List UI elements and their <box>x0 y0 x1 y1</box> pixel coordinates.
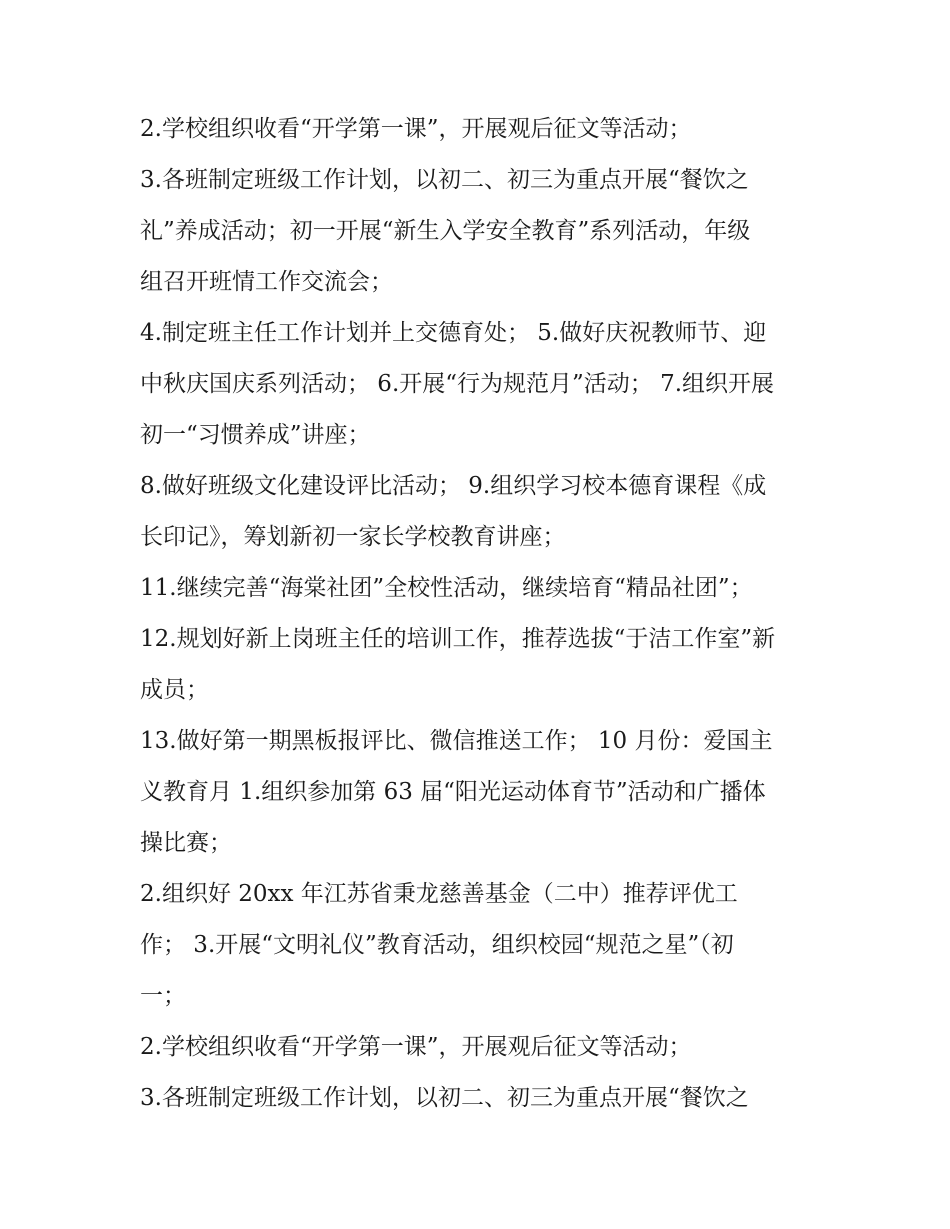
text-line: 11.继续完善“海棠社团”全校性活动，继续培育“精品社团”； <box>140 575 753 601</box>
text-line: 成员； <box>140 677 209 703</box>
text-line: 一； <box>140 983 186 1009</box>
text-line: 3.各班制定班级工作计划，以初二、初三为重点开展“餐饮之 <box>140 1085 749 1111</box>
text-line: 2.学校组织收看“开学第一课”，开展观后征文等活动； <box>140 116 692 142</box>
text-line: 初一“习惯养成”讲座； <box>140 422 371 448</box>
text-line: 操比赛； <box>140 830 232 856</box>
text-line: 长印记》，筹划新初一家长学校教育讲座； <box>140 524 566 550</box>
text-line: 8.做好班级文化建设评比活动； 9.组织学习校本德育课程《成 <box>140 473 767 499</box>
text-line: 作； 3.开展“文明礼仪”教育活动，组织校园“规范之星”（初 <box>140 932 734 958</box>
text-line: 2.学校组织收看“开学第一课”，开展观后征文等活动； <box>140 1034 692 1060</box>
text-line: 礼”养成活动；初一开展“新生入学安全教育”系列活动，年级 <box>140 218 751 244</box>
text-line: 组召开班情工作交流会； <box>140 269 393 295</box>
text-line: 2.组织好 20xx 年江苏省秉龙慈善基金（二中）推荐评优工 <box>140 881 738 907</box>
text-line: 13.做好第一期黑板报评比、微信推送工作； 10 月份：爱国主 <box>140 728 773 754</box>
text-line: 义教育月 1.组织参加第 63 届“阳光运动体育节”活动和广播体 <box>140 779 766 805</box>
document-body <box>140 104 820 1124</box>
text-line: 3.各班制定班级工作计划，以初二、初三为重点开展“餐饮之 <box>140 167 749 193</box>
text-line: 12.规划好新上岗班主任的培训工作，推荐选拔“于洁工作室”新 <box>140 626 776 652</box>
text-line: 4.制定班主任工作计划并上交德育处； 5.做好庆祝教师节、迎 <box>140 320 767 346</box>
text-line: 中秋庆国庆系列活动； 6.开展“行为规范月”活动； 7.组织开展 <box>140 371 775 397</box>
